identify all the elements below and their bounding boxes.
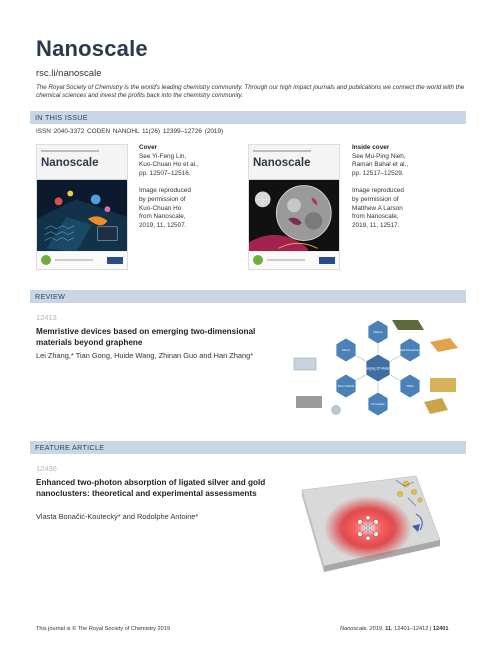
footer-journal-year: Nanoscale, 2019, [340,626,386,632]
cover-caption-line: by permission of [352,195,399,203]
inside-cover-caption [352,144,424,230]
cover-caption-line: from Nanoscale, [139,213,186,221]
cover-journal-name: Nanoscale [253,157,311,169]
cover-caption-line: pp. 12507–12516. [139,169,191,177]
article-title[interactable]: Memristive devices based on emerging two-dimensional materials beyond graphene [36,327,256,347]
section-heading: REVIEW [35,292,66,301]
cover-caption-line: 2019, 11, 12507. [139,221,187,229]
journal-title: Nanoscale [36,36,148,61]
rsc-logo-icon [41,255,51,265]
material-sketch [430,378,456,392]
rsc-logo-icon [253,255,263,265]
graphic-hex-label: Others [341,348,351,352]
footer-volume: 11 [385,626,392,632]
article-page-number[interactable]: 12413 [36,313,57,322]
section-heading: FEATURE ARTICLE [35,443,105,452]
cover-caption-line: See Mu-Ping Nieh, [352,152,406,160]
cover-caption-line: Kuo-Chuan Ho et al., [139,161,199,169]
section-bar-review [30,290,466,303]
cover-caption-line: Matthew A Larson [352,204,403,212]
section-bar-feature-article [30,441,466,454]
front-cover-caption [139,144,211,230]
article-authors: Lei Zhang,* Tian Gong, Huide Wang, Zhinan Guo and Han Zhang* [36,351,254,360]
cover-caption-line: from Nanoscale, [352,213,399,221]
footer-pages: , 12401–12412 [391,626,429,632]
cover-caption-line: See Yi-Feng Lin, [139,152,187,160]
feature-graphical-abstract[interactable] [296,470,446,574]
cover-caption-line: Kuo-Chuan Ho [139,204,182,212]
cover-caption-line: pp. 12517–12529. [352,169,404,177]
graphic-hex-label: MXene [373,330,383,334]
article-title[interactable]: Enhanced two-photon absorption of ligated silver and gold nanoclusters: theoretical and experimental assessments [36,478,266,498]
footer-separator: | [428,626,433,632]
footer-citation [340,626,448,632]
front-cover-image[interactable] [36,144,128,270]
issn-line: ISSN 2040-3372 CODEN NANOHL 11(26) 12399–12726 (2019) [36,128,224,135]
cover-caption-line: 2019, 11, 12517. [352,221,400,229]
article-page-number[interactable]: 12436 [36,464,57,473]
cover-caption-line: Image reproduced [139,187,191,195]
material-sketch [424,398,448,414]
cover-journal-name: Nanoscale [41,157,99,169]
cover-caption-title: Cover [139,144,158,151]
material-sketch [430,338,458,352]
material-sketch [296,396,322,408]
footer-copyright: This journal is © The Royal Society of Chemistry 2019 [36,626,170,632]
cover-caption-title: Inside cover [352,144,390,151]
material-sketch [392,320,424,330]
graphic-hex-label: Perovskite [371,402,385,406]
cover-artwork [37,179,127,253]
footer-page-number: 12401 [432,626,449,632]
publisher-badge-icon [107,257,123,264]
cover-artwork [249,179,339,253]
material-sketch [294,358,316,370]
cover-caption-line: Raman Bahal et al., [352,161,409,169]
graphic-hex-label: Boron Nitride [337,384,355,388]
inside-cover-image[interactable] [248,144,340,270]
cover-caption-line: by permission of [139,195,186,203]
material-sketch [331,405,341,415]
section-bar-in-this-issue [30,111,466,124]
section-heading: IN THIS ISSUE [35,113,88,122]
review-graphical-abstract[interactable] [292,318,464,418]
publisher-badge-icon [319,257,335,264]
graphic-hex-label: Black Phosphorus [398,348,422,352]
graphic-center-label: Emerging 2D Materials [361,366,395,371]
cover-caption-line: Image reproduced [352,187,404,195]
journal-blurb: The Royal Society of Chemistry is the world's leading chemistry community. Through our high impact journals and publications we connect the world with the chemical sciences and invest the profits back into the chemistry community. [36,84,465,100]
graphic-hex-label: TMDs [406,384,414,388]
journal-url[interactable]: rsc.li/nanoscale [36,68,102,79]
article-authors: Vlasta Bonačić-Koutecký* and Rodolphe Antoine* [36,512,199,521]
